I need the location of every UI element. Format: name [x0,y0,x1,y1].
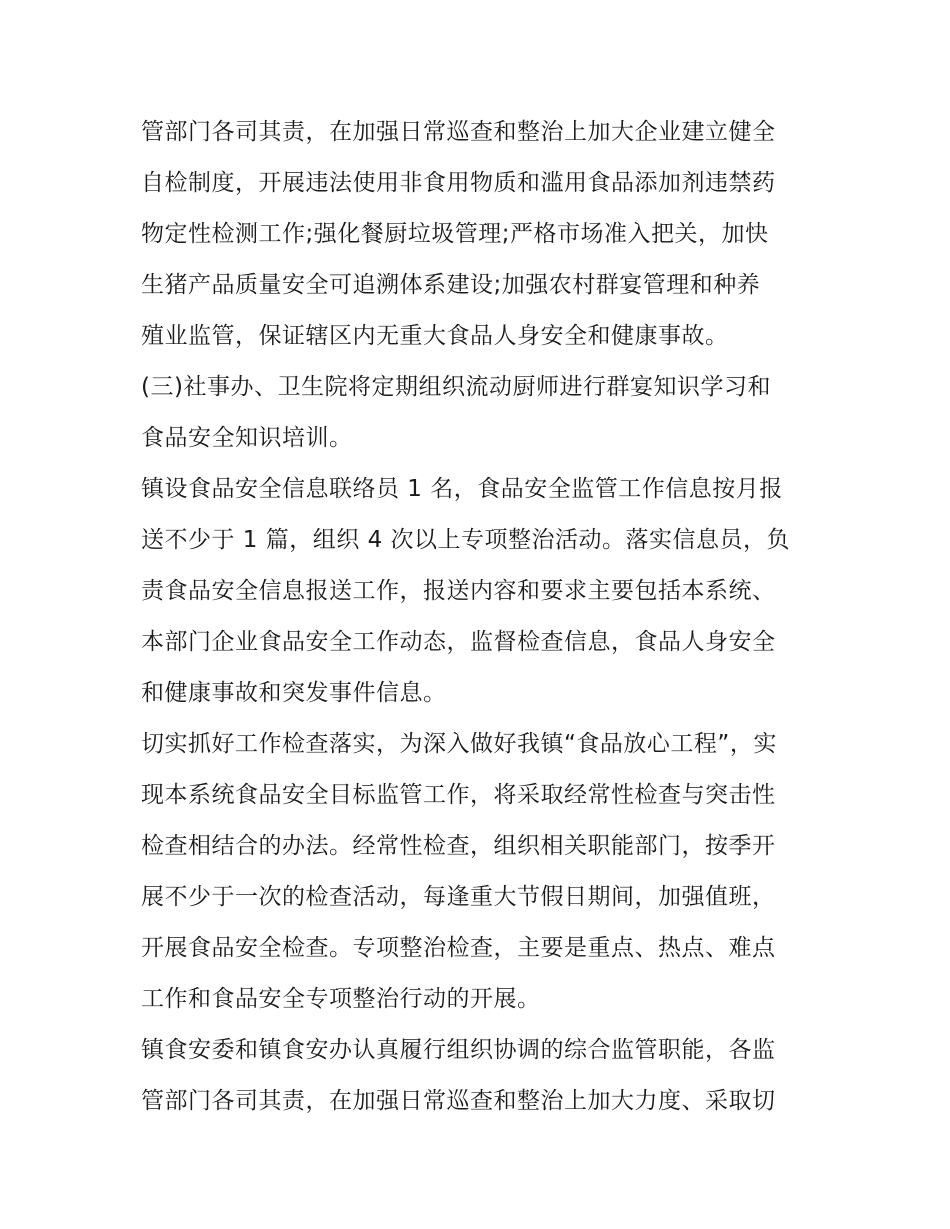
paragraph-1 [141,107,813,362]
text-line: 物定性检测工作;强化餐厨垃圾管理;严格市场准入把关，加快 [141,221,769,247]
document-body [141,107,813,1127]
text-line: 开展食品安全检查。专项整治检查，主要是重点、热点、难点 [141,935,776,961]
paragraph-4 [141,719,813,1025]
paragraph-2 [141,362,813,464]
text-line: 生猪产品质量安全可追溯体系建设;加强农村群宴管理和种养 [141,272,761,298]
text-line: 食品安全知识培训。 [141,425,353,451]
text-line: 送不少于 1 篇，组织 4 次以上专项整治活动。落实信息员，负 [141,527,791,553]
text-line: 展不少于一次的检查活动，每逢重大节假日期间，加强值班， [141,884,776,910]
text-line: 镇设食品安全信息联络员 1 名，食品安全监管工作信息按月报 [141,476,783,502]
text-line: 切实抓好工作检查落实，为深入做好我镇“食品放心工程”，实 [141,731,777,757]
text-line: 自检制度，开展违法使用非食用物质和滥用食品添加剂违禁药 [141,170,776,196]
paragraph-5 [141,1025,813,1127]
text-line: 镇食安委和镇食安办认真履行组织协调的综合监管职能，各监 [141,1037,776,1063]
text-line: 管部门各司其责，在加强日常巡查和整治上加大力度、采取切 [141,1088,776,1114]
text-line: 管部门各司其责，在加强日常巡查和整治上加大企业建立健全 [141,119,776,145]
text-line: 本部门企业食品安全工作动态，监督检查信息，食品人身安全 [141,629,776,655]
text-line: 责食品安全信息报送工作，报送内容和要求主要包括本系统、 [141,578,776,604]
paragraph-3 [141,464,813,719]
text-line: 检查相结合的办法。经常性检查，组织相关职能部门，按季开 [141,833,776,859]
text-line: 殖业监管，保证辖区内无重大食品人身安全和健康事故。 [141,323,729,349]
text-line: 工作和食品安全专项整治行动的开展。 [141,986,541,1012]
text-line: 现本系统食品安全目标监管工作，将采取经常性检查与突击性 [141,782,776,808]
text-line: 和健康事故和突发事件信息。 [141,680,447,706]
text-line: (三)社事办、卫生院将定期组织流动厨师进行群宴知识学习和 [141,374,771,400]
